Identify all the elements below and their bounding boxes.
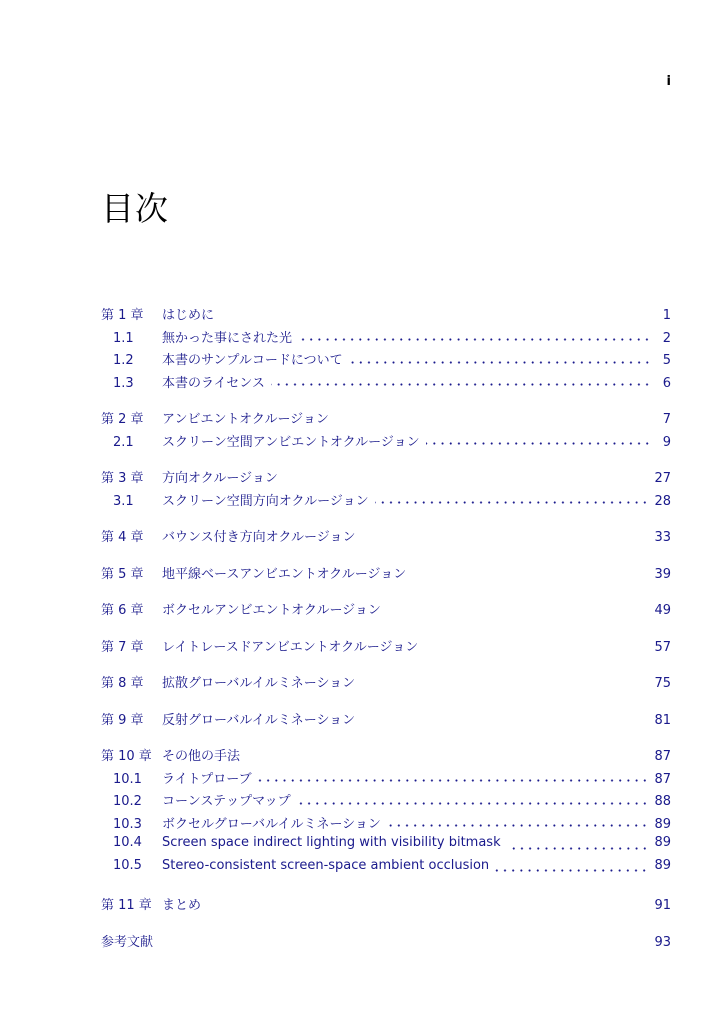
toc-section-entry[interactable] <box>101 858 671 881</box>
toc-entry-number: 第 6 章 <box>101 603 144 618</box>
toc-entry-page: 9 <box>662 434 671 450</box>
toc-entry-page: 89 <box>654 816 671 832</box>
toc-dot-leader <box>375 501 649 504</box>
toc-entry-title: 地平線ベースアンビエントオクルージョン <box>162 566 407 582</box>
toc-chapter-entry[interactable] <box>101 636 671 659</box>
toc-entry-page: 6 <box>662 375 671 391</box>
toc-section-entry[interactable] <box>101 349 671 372</box>
toc-entry-page: 87 <box>654 771 671 787</box>
toc-dot-leader <box>387 824 649 827</box>
toc-chapter-entry[interactable] <box>101 467 671 490</box>
toc-dot-leader <box>349 361 651 364</box>
toc-entry-title: スクリーン空間方向オクルージョン <box>162 493 369 509</box>
toc-entry-page: 89 <box>654 835 671 850</box>
toc-dot-leader <box>507 847 649 850</box>
toc-chapter-entry[interactable] <box>101 672 671 695</box>
toc-entry-number: 10.1 <box>113 771 142 787</box>
toc-entry-number: 3.1 <box>113 493 134 509</box>
toc-entry-page: 28 <box>654 493 671 509</box>
toc-entry-title: コーンステップマップ <box>162 794 291 809</box>
toc-section-entry[interactable] <box>101 490 671 513</box>
toc-entry-title: バウンス付き方向オクルージョン <box>162 530 356 545</box>
toc-entry-number: 10.2 <box>113 794 142 809</box>
toc-entry-number: 2.1 <box>113 434 134 450</box>
toc-chapter-entry[interactable] <box>101 599 671 622</box>
toc-section-entry[interactable] <box>101 431 671 454</box>
toc-chapter-entry[interactable] <box>101 526 671 549</box>
toc-entry-number: 第 2 章 <box>101 412 144 427</box>
toc-entry-page: 27 <box>654 471 671 486</box>
toc-entry-number: 10.3 <box>113 816 142 832</box>
toc-entry-page: 49 <box>654 603 671 618</box>
toc-entry-page: 1 <box>662 308 671 323</box>
toc-dot-leader <box>495 869 648 872</box>
toc-entry-title: アンビエントオクルージョン <box>162 412 329 427</box>
toc-entry-title: Stereo-consistent screen-space ambient occlusion <box>162 857 490 873</box>
toc-entry-title: スクリーン空間アンビエントオクルージョン <box>162 434 420 450</box>
toc-entry-title: 方向オクルージョン <box>162 471 278 486</box>
toc-entry-title: 本書のライセンス <box>162 375 265 391</box>
toc-entry-page: 7 <box>662 412 671 427</box>
toc-entry-page: 89 <box>654 857 671 873</box>
toc-dot-leader <box>297 802 649 805</box>
page-title: 目次 <box>101 189 169 228</box>
toc-entry-number: 第 10 章 <box>101 749 152 764</box>
toc-entry-page: 87 <box>654 749 671 764</box>
toc-entry-page: 33 <box>654 530 671 545</box>
toc-entry-number: 1.3 <box>113 375 134 391</box>
toc-section-entry[interactable] <box>101 768 671 791</box>
toc-section-entry[interactable] <box>101 790 671 813</box>
toc-entry-page: 91 <box>654 898 671 913</box>
toc-chapter-entry[interactable] <box>101 894 671 917</box>
toc-entry-title: ボクセルアンビエントオクルージョン <box>162 603 381 618</box>
toc-entry-number: 第 5 章 <box>101 566 144 582</box>
toc-entry-number: 1.1 <box>113 330 134 346</box>
toc-entry-number: 第 8 章 <box>101 676 144 691</box>
toc-section-entry[interactable] <box>101 372 671 395</box>
toc-entry-number: 第 1 章 <box>101 308 144 323</box>
toc-chapter-entry[interactable] <box>101 304 671 327</box>
toc-chapter-entry[interactable] <box>101 408 671 431</box>
toc-entry-title: Screen space indirect lighting with visibility bitmask <box>162 835 501 850</box>
toc-entry-title: ライトプローブ <box>162 771 252 787</box>
page-folio: i <box>666 74 671 89</box>
toc-entry-number: 10.5 <box>113 857 142 873</box>
toc-entry-title: まとめ <box>162 898 202 913</box>
toc-entry-number: 第 4 章 <box>101 530 144 545</box>
toc-chapter-entry[interactable] <box>101 931 671 954</box>
toc-entry-page: 39 <box>654 566 671 582</box>
toc-entry-page: 88 <box>654 794 671 809</box>
toc-entry-number: 第 9 章 <box>101 712 144 728</box>
toc-entry-number: 第 7 章 <box>101 639 144 655</box>
toc-entry-title: 拡散グローバルイルミネーション <box>162 676 356 691</box>
toc-chapter-entry[interactable] <box>101 563 671 586</box>
toc-entry-number: 第 11 章 <box>101 898 152 913</box>
toc-entry-title: 無かった事にされた光 <box>162 330 293 346</box>
toc-entry-title: はじめに <box>162 308 215 323</box>
toc-entry-page: 57 <box>654 639 671 655</box>
toc-entry-number: 1.2 <box>113 353 134 368</box>
toc-dot-leader <box>426 442 651 445</box>
toc-entry-title: レイトレースドアンビエントオクルージョン <box>162 639 419 655</box>
toc-section-entry[interactable] <box>101 835 671 858</box>
toc-dot-leader <box>271 383 651 386</box>
toc-entry-title: ボクセルグローバルイルミネーション <box>162 816 381 832</box>
toc-chapter-entry[interactable] <box>101 709 671 732</box>
toc-entry-page: 75 <box>654 676 671 691</box>
toc-entry-page: 2 <box>662 330 671 346</box>
toc-dot-leader <box>258 779 649 782</box>
toc-entry-title: その他の手法 <box>162 749 241 764</box>
toc-section-entry[interactable] <box>101 813 671 836</box>
toc-dot-leader <box>298 338 651 341</box>
toc-entry-number: 参考文献 <box>101 934 154 950</box>
toc-entry-page: 81 <box>654 712 671 728</box>
toc-entry-page: 5 <box>662 353 671 368</box>
toc-chapter-entry[interactable] <box>101 745 671 768</box>
toc-section-entry[interactable] <box>101 327 671 350</box>
toc-entry-number: 10.4 <box>113 835 142 850</box>
toc-entry-title: 本書のサンプルコードについて <box>162 353 343 368</box>
toc-entry-number: 第 3 章 <box>101 471 144 486</box>
toc-entry-title: 反射グローバルイルミネーション <box>162 712 356 728</box>
toc-entry-page: 93 <box>654 934 671 950</box>
table-of-contents <box>101 304 671 953</box>
